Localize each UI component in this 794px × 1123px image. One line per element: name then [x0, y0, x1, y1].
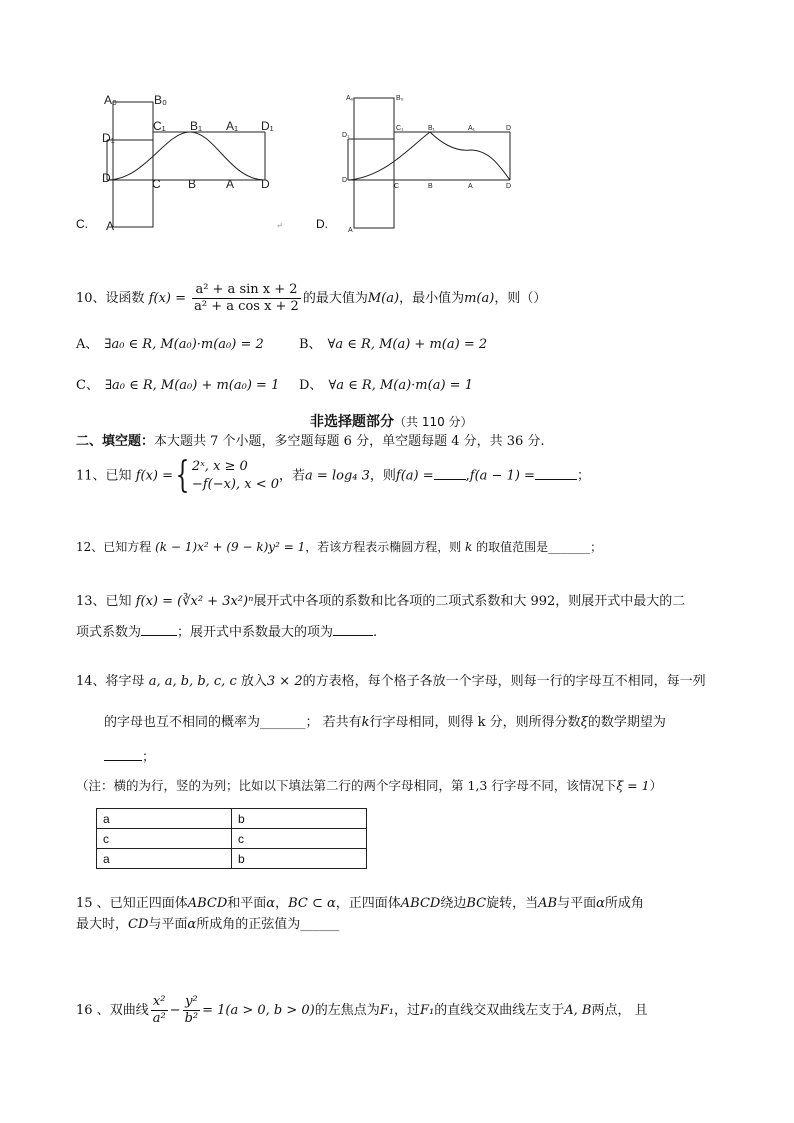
table-row [97, 829, 367, 849]
option-label: A、 [76, 337, 99, 352]
q-text: 的取值范围是_______； [476, 540, 603, 554]
option-label: D、 [299, 378, 323, 393]
section-2-heading [76, 432, 545, 452]
answer-blank-2[interactable] [333, 621, 373, 636]
label-d1-right: D [506, 125, 512, 132]
label-d1-right: D₁ [261, 119, 274, 133]
option-expr: ∀a ∈ R, M(a)·m(a) = 1 [328, 378, 473, 393]
question-15-line-2 [76, 915, 339, 935]
question-14-line-2 [104, 713, 666, 733]
math-eq: (k − 1)x² + (9 − k)y² = 1 [155, 540, 306, 554]
question-14 [76, 672, 706, 692]
q-text: 已知 [105, 468, 132, 484]
label-c: C [394, 183, 400, 190]
table-row [97, 809, 367, 829]
q-text: 的最大值为 [302, 291, 368, 306]
option-c-label: C. [76, 217, 88, 231]
label-c1: C₁ [396, 125, 404, 132]
q-text: ，正四面体 [335, 896, 401, 911]
figure-option-c [70, 92, 290, 237]
q-text: 的方表格，每个格子各放一个字母，则每一行的字母互不相同，每一列 [302, 674, 706, 689]
math-fx: f(x) = [135, 468, 174, 484]
case-1: 2ˣ, x ≥ 0 [191, 459, 248, 474]
vertical-strip [113, 102, 153, 227]
numerator: y² [183, 994, 201, 1011]
option-d-label: D. [316, 217, 328, 231]
q-text: 与平面 [148, 917, 188, 932]
q-number: 11、 [76, 468, 106, 484]
label-b: B [188, 177, 197, 191]
answer-blank-1[interactable] [141, 621, 177, 636]
q-text: ，则 [369, 468, 396, 484]
math-k: k [361, 715, 370, 730]
label-a0: A₀ [104, 93, 117, 107]
answer-blank[interactable] [104, 746, 142, 761]
q-text: ，过 [394, 1003, 421, 1018]
q-text: ， [275, 896, 289, 911]
table-cell: c [97, 829, 232, 849]
q-text: 绕边 [440, 896, 467, 911]
graph-figure-c [70, 92, 290, 237]
option-expr: ∃a₀ ∈ R, M(a₀) + m(a₀) = 1 [104, 378, 280, 393]
label-d: D [342, 177, 348, 184]
q-text: 旋转，当 [486, 896, 539, 911]
q-text: 双曲线 [109, 1003, 149, 1018]
label-b1: B₁ [190, 119, 203, 133]
q-text: 已知方程 [103, 540, 152, 554]
math-alpha: α [266, 896, 276, 911]
math-f1: F₁ [420, 1003, 435, 1018]
q-text: 放入 [240, 674, 267, 689]
label-b0: B₀ [396, 95, 404, 102]
q10-option-c[interactable] [76, 376, 279, 396]
label-a-mid: A [468, 183, 473, 190]
question-15 [76, 894, 644, 914]
brace-icon: { [175, 455, 190, 496]
math-ask-2: f(a − 1) = [469, 468, 535, 484]
q-text: ；展开式中系数最大的项为 [177, 625, 334, 640]
math-alpha: α [596, 896, 605, 911]
part-score: （共 110 分） [394, 415, 473, 429]
denominator: a² + a cos x + 2 [194, 299, 299, 314]
label-c: C [152, 177, 161, 191]
answer-blank[interactable]: ______ [300, 917, 340, 932]
q-text: ； [576, 468, 590, 484]
table-row [97, 849, 367, 869]
q-text: . [373, 625, 378, 640]
q-text: 所成角 [604, 896, 644, 911]
note-text: ） [649, 778, 663, 793]
question-11 [76, 455, 590, 496]
table-cell: b [232, 849, 367, 869]
question-13-line-2 [76, 621, 377, 643]
math-ab: AB [538, 896, 558, 911]
option-label: B、 [299, 337, 322, 352]
math-expr: f(x) = (∛x² + 3x²)ⁿ [135, 594, 254, 609]
graph-figure-d [340, 92, 520, 237]
q10-option-a[interactable] [76, 335, 264, 355]
fraction-y [183, 994, 201, 1027]
math-bc: BC ⊂ α [288, 896, 336, 911]
math-abcd: ABCD [400, 896, 441, 911]
label-d-right: D [506, 183, 512, 190]
q-number: 12、 [76, 540, 104, 554]
case-2: −f(−x), x < 0 [191, 477, 280, 492]
section-body: 本大题共 7 个小题，多空题每题 6 分，单空题每题 4 分，共 36 分. [154, 434, 545, 449]
return-mark-icon: ↵ [276, 221, 283, 230]
q-text: , [465, 468, 470, 484]
math-letters: a, a, b, b, c, c [148, 674, 237, 689]
denominator: b² [184, 1011, 199, 1026]
q10-option-b[interactable] [299, 335, 487, 355]
math-cond: a = log₄ 3 [305, 468, 370, 484]
question-12 [76, 537, 602, 557]
q-text: 与平面 [557, 896, 597, 911]
q-text: 的字母也互不相同的概率为_______； 若共有 [104, 715, 362, 730]
math-abcd: ABCD [187, 896, 228, 911]
question-14-line-3 [104, 746, 155, 768]
math-ma: M(a) [367, 291, 400, 306]
q-text: 已知 [105, 594, 132, 609]
q10-option-d[interactable] [299, 376, 473, 396]
numerator: a² + a sin x + 2 [192, 282, 301, 299]
q-text: 所成角的正弦值为 [196, 917, 301, 932]
math-ab: A, B [564, 1003, 592, 1018]
label-b: B [428, 183, 433, 190]
math-bc: BC [466, 896, 487, 911]
table-cell: c [232, 829, 367, 849]
label-a-mid: A [226, 177, 235, 191]
math-k: k [465, 540, 473, 554]
label-b1: B₁ [428, 125, 436, 132]
question-16: 16 、双曲线 $\frac{\text{x²}}{\text{a²}}$ − $\frac{\text{y²}}{\text{b²}}$ = 1(a > 0, b > 0)的左焦点为F₁，过F₁的直线交双曲线左支于A, B两点， 且 [76, 994, 648, 1026]
q-text: 和平面 [227, 896, 267, 911]
label-c1: C₁ [153, 119, 166, 133]
q-number: 15 、 [76, 896, 110, 911]
section-head: 二、填空题： [76, 434, 155, 449]
math-min: m(a) [464, 291, 495, 306]
option-label: C、 [76, 378, 99, 393]
table-cell: a [97, 849, 232, 869]
q-text: 最大时， [76, 917, 129, 932]
q-text: 项式系数为 [76, 625, 142, 640]
option-expr: ∀a ∈ R, M(a) + m(a) = 2 [327, 337, 488, 352]
piecewise [192, 458, 279, 494]
part-title-text: 非选择题部分 [310, 414, 394, 430]
q-text: ，若 [279, 468, 306, 484]
math-cd: CD [128, 917, 149, 932]
label-d1-left: D₁ [102, 131, 115, 145]
note-text: （注：横的为行，竖的为列；比如以下填法第二行的两个字母相同，第 1,3 行字母不同，该情况下 [76, 778, 617, 793]
curve-c [107, 132, 265, 180]
math-fx: f(x) = [148, 291, 187, 306]
q-text: 展开式中各项的系数和比各项的二项式系数和大 992，则展开式中最大的二 [253, 594, 686, 609]
option-expr: ∃a₀ ∈ R, M(a₀)·m(a₀) = 2 [104, 337, 264, 352]
answer-blank-1[interactable] [434, 465, 466, 480]
math-xi: ξ [580, 715, 588, 730]
label-a0: A₀ [346, 95, 354, 102]
math-f1: F₁ [379, 1003, 395, 1018]
question-13 [76, 592, 685, 612]
note-expr: ξ = 1 [616, 778, 650, 793]
table-cell: b [232, 809, 367, 829]
q-number: 16 、 [76, 1003, 110, 1018]
label-d1-left: D₁ [342, 132, 350, 139]
math-eq: = 1(a > 0, b > 0) [202, 1003, 315, 1018]
q-text: 的左焦点为 [314, 1003, 380, 1018]
q-text: 设函数 [105, 291, 145, 306]
q-text: ，若该方程表示椭圆方程，则 [305, 540, 462, 554]
label-b0: B₀ [154, 93, 167, 107]
q-text: 已知正四面体 [109, 896, 188, 911]
label-a1: A₁ [468, 125, 476, 132]
math-alpha: α [187, 917, 197, 932]
answer-blank-2[interactable] [535, 465, 577, 480]
table-cell: a [97, 809, 232, 829]
math-grid: 3 × 2 [266, 674, 303, 689]
question-10 [76, 282, 546, 315]
label-a-bottom: A [348, 227, 353, 234]
fraction-x [151, 994, 168, 1027]
q-text: 两点， 且 [591, 1003, 648, 1018]
math-ask-1: f(a) = [395, 468, 434, 484]
label-d-right: D [261, 177, 270, 191]
label-a1: A₁ [226, 119, 239, 133]
numerator: x² [151, 994, 168, 1011]
question-14-note [76, 776, 662, 796]
q-text: ，则（） [494, 291, 547, 306]
q-text: 将字母 [105, 674, 145, 689]
q-number: 10、 [76, 291, 106, 306]
label-a-bottom: A [106, 219, 115, 233]
fraction [192, 282, 301, 315]
q-text: 的数学期望为 [587, 715, 666, 730]
q-text: ，最小值为 [399, 291, 465, 306]
q-number: 13、 [76, 594, 106, 609]
q-number: 14、 [76, 674, 106, 689]
example-table [96, 808, 367, 869]
part-title [310, 411, 473, 431]
q-text: 行字母相同，则得 k 分，则所得分数 [369, 715, 581, 730]
q-text: ； [142, 750, 156, 765]
label-d: D [102, 171, 111, 185]
q-text: 的直线交双曲线左支于 [434, 1003, 565, 1018]
denominator: a² [152, 1011, 166, 1026]
figure-option-d [340, 92, 520, 237]
